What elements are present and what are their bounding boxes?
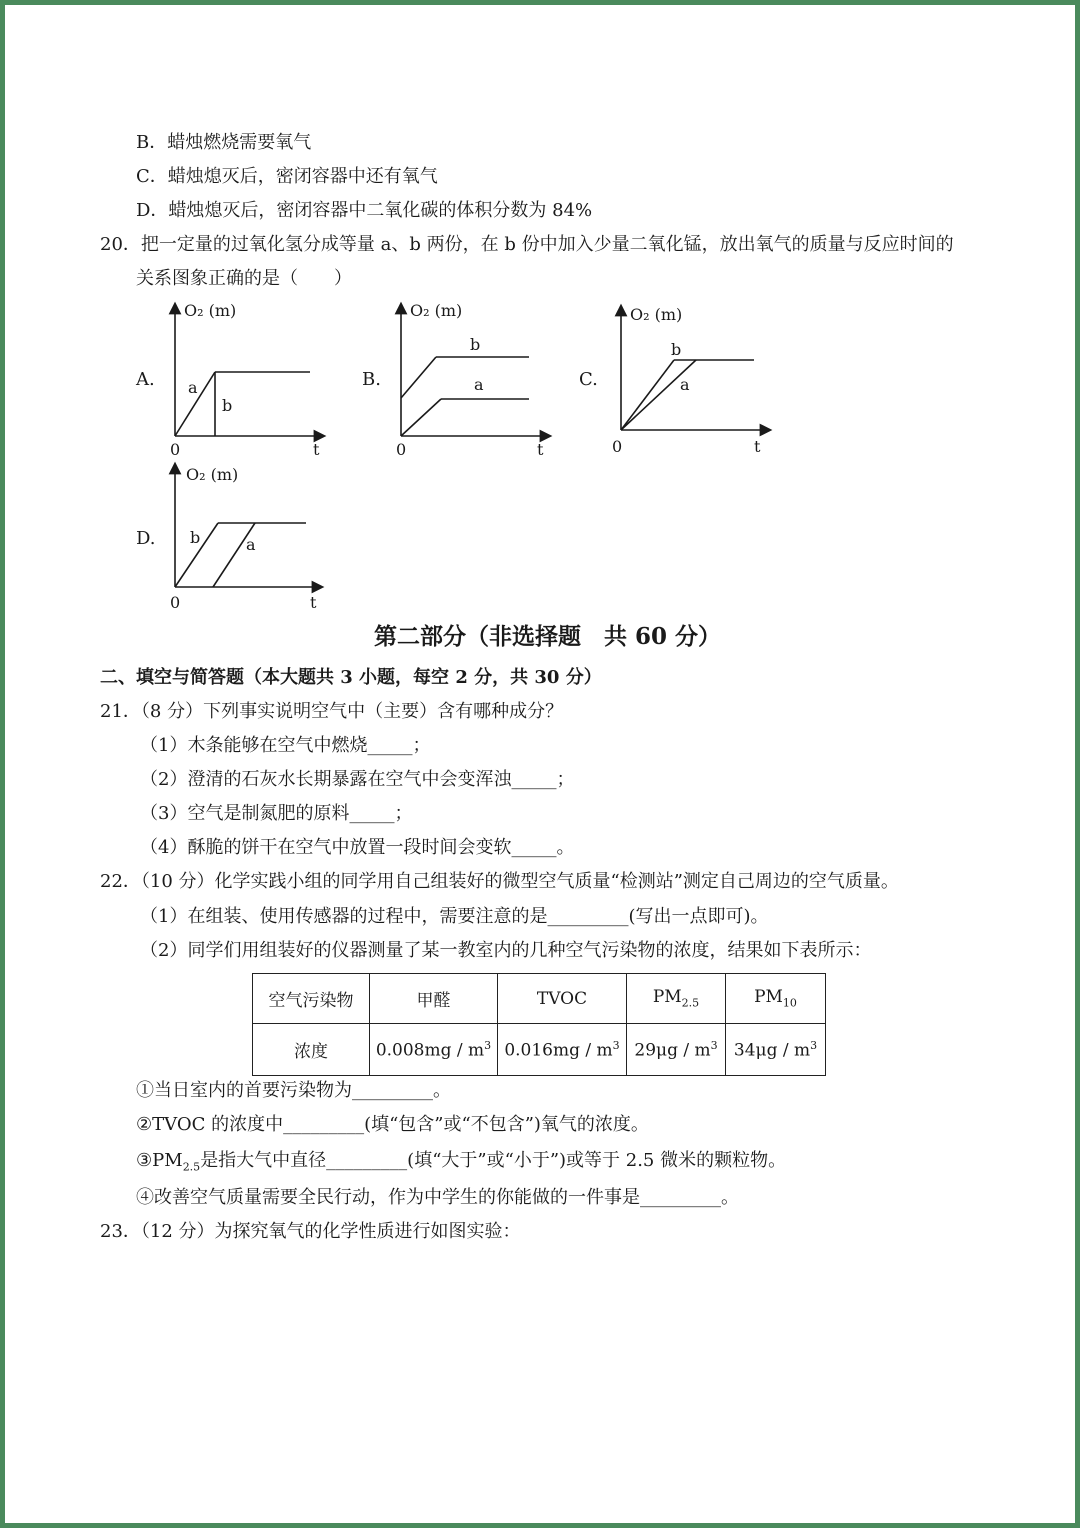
pollutant-table [252, 973, 826, 1076]
graph-b-y-label: O₂ (m) [410, 301, 463, 320]
q22-sub4: ④改善空气质量需要全民行动，作为中学生的你能做的一件事是_________。 [136, 1187, 739, 1208]
graph-c-curve-b: b [671, 340, 682, 359]
graph-a-label: A. [136, 369, 155, 390]
graph-b [386, 298, 566, 472]
graph-c [606, 302, 786, 476]
table-cell: $0.008mg / m^3$ [370, 1024, 498, 1076]
q22-item2: （2）同学们用组装好的仪器测量了某一教室内的几种空气污染物的浓度，结果如下表所示： [140, 940, 872, 961]
table-header-row [253, 974, 826, 1024]
table-cell: $29\mu g / m^3$ [627, 1024, 726, 1076]
q22-item1: （1）在组装、使用传感器的过程中，需要注意的是_________(写出一点即可)。 [140, 906, 769, 927]
part2-title: 第二部分（非选择题 共 60 分） [374, 623, 722, 650]
q19-option-c: C．蜡烛熄灭后，密闭容器中还有氧气 [136, 166, 438, 187]
q21-item3: （3）空气是制氮肥的原料_____； [140, 803, 413, 824]
section2-heading: 二、填空与简答题（本大题共 3 小题，每空 2 分，共 30 分） [100, 667, 602, 688]
table-header-cell: TVOC [498, 974, 627, 1024]
table-header-cell: 空气污染物 [253, 974, 370, 1024]
graph-d-curve-a: a [246, 535, 256, 554]
graph-a-curve-a: a [188, 378, 198, 397]
table-row [253, 1024, 826, 1076]
graph-a-origin: 0 [170, 440, 181, 459]
q20-stem-line2: 关系图象正确的是（ ） [136, 268, 352, 289]
graph-b-x-label: t [537, 440, 544, 459]
graph-c-label: C. [579, 369, 598, 390]
graph-d [160, 460, 340, 624]
table-cell: $0.016mg / m^3$ [498, 1024, 627, 1076]
graph-d-label: D. [136, 528, 156, 549]
graph-b-origin: 0 [396, 440, 407, 459]
q22-sub2: ②TVOC 的浓度中_________(填“包含”或“不包含”)氧气的浓度。 [136, 1114, 649, 1135]
graph-c-x-label: t [754, 437, 761, 456]
graph-b-label: B. [362, 369, 381, 390]
q21-stem: 21．（8 分）下列事实说明空气中（主要）含有哪种成分？ [100, 701, 564, 722]
q19-option-d: D．蜡烛熄灭后，密闭容器中二氧化碳的体积分数为 84% [136, 200, 593, 221]
graph-d-curve-b: b [190, 528, 201, 547]
graph-b-curve-b: b [470, 335, 481, 354]
graph-a-curve-b: b [222, 396, 233, 415]
graph-c-curve-a: a [680, 375, 690, 394]
graph-d-y-label: O₂ (m) [186, 465, 239, 484]
table-header-cell: $PM_{2.5}$ [627, 974, 726, 1024]
graph-b-curve-a: a [474, 375, 484, 394]
graph-a [160, 298, 340, 472]
q23-stem: 23．（12 分）为探究氧气的化学性质进行如图实验： [100, 1221, 521, 1242]
graph-d-x-label: t [310, 593, 317, 612]
table-cell: $34\mu g / m^3$ [726, 1024, 826, 1076]
table-row-label: 浓度 [253, 1024, 370, 1076]
graph-c-origin: 0 [612, 437, 623, 456]
q21-item4: （4）酥脆的饼干在空气中放置一段时间会变软_____。 [140, 837, 575, 858]
q19-option-b: B．蜡烛燃烧需要氧气 [136, 132, 312, 153]
table-header-cell: 甲醛 [370, 974, 498, 1024]
graph-a-x-label: t [313, 440, 320, 459]
q21-item1: （1）木条能够在空气中燃烧_____； [140, 735, 431, 756]
q22-sub1: ①当日室内的首要污染物为_________。 [136, 1080, 451, 1101]
q22-stem: 22．（10 分）化学实践小组的同学用自己组装好的微型空气质量“检测站”测定自己周边的空气质量。 [100, 871, 899, 892]
graph-d-origin: 0 [170, 593, 181, 612]
q21-item2: （2）澄清的石灰水长期暴露在空气中会变浑浊_____； [140, 769, 575, 790]
graph-a-y-label: O₂ (m) [184, 301, 237, 320]
table-header-cell: $PM_{10}$ [726, 974, 826, 1024]
q22-sub3: $③PM_{2.5}$是指大气中直径_________(填“大于”或“小于”)或等于 2.5 微米的颗粒物。 [136, 1150, 787, 1174]
graph-c-y-label: O₂ (m) [630, 305, 683, 324]
q20-stem-line1: 20．把一定量的过氧化氢分成等量 a、b 两份，在 b 份中加入少量二氧化锰，放出氧气的质量与反应时间的 [100, 234, 954, 255]
